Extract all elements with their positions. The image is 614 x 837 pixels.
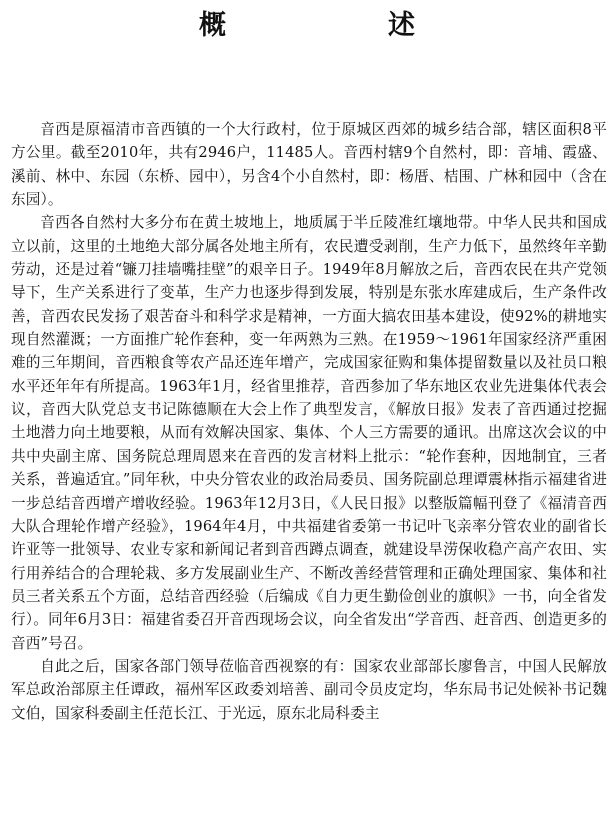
body-text xyxy=(11,118,607,725)
paragraph-overview: 音西是原福清市音西镇的一个大行政村，位于原城区西郊的城乡结合部，辖区面积8平方公里。截至2010年，共有2946户，11485人。音西村辖9个自然村，即：音埔、霞盛、溪前、林中、东园（东桥、园中），另含4个小自然村，即：杨厝、桔围、广林和园中（含在东园）。 xyxy=(11,121,607,209)
paragraph-history: 音西各自然村大多分布在黄土坡地上，地质属于半丘陵准红壤地带。中华人民共和国成立以前，这里的土地绝大部分属各处地主所有，农民遭受剥削，生产力低下，虽然终年辛勤劳动，还是过着“镰刀挂墙嘴挂壁”的艰辛日子。1949年8月解放之后，音西农民在共产党领导下，生产关系进行了变革，生产力也逐步得到发展，特别是东张水库建成后，生产条件改善，音西农民发扬了艰苦奋斗和科学求是精神，一方面大搞农田基本建设，使92%的耕地实现自然灌溉；一方面推广轮作套种，变一年两熟为三熟。在1959～1961年国家经济严重困难的三年期间，音西粮食等农产品还连年增产，完成国家征购和集体提留数量以及社员口粮水平还年年有所提高。1963年1月，经省里推荐，音西参加了华东地区农业先进集体代表会议，音西大队党总支书记陈德顺在大会上作了典型发言，《解放日报》发表了音西通过挖掘土地潜力向土地要粮，从而有效解决国家、集体、个人三方需要的通讯。出席这次会议的中共中央副主席、国务院总理周恩来在音西的发言材料上批示：“轮作套种，因地制宜，三者关系，普遍适宜。”同年秋，中央分管农业的政治局委员、国务院副总理谭震林指示福建省进一步总结音西增产增收经验。1963年12月3日，《人民日报》以整版篇幅刊登了《福清音西大队合理轮作增产经验》，1964年4月，中共福建省委第一书记叶飞亲率分管农业的副省长许亚等一批领导、农业专家和新闻记者到音西蹲点调查，就建设旱涝保收稳产高产农田、实行用养结合的合理轮栽、多方发展副业生产、不断改善经营管理和正确处理国家、集体和社员三者关系五个方面，总结音西经验（后编成《自力更生勤俭创业的旗帜》一书，向全省发行）。同年6月3日：福建省委召开音西现场会议，向全省发出“学音西、赶音西、创造更多的音西”号召。 xyxy=(11,214,607,652)
paragraph-visitors: 自此之后，国家各部门领导莅临音西视察的有：国家农业部部长廖鲁言，中国人民解放军总政治部原主任谭政，福州军区政委刘培善、副司令员皮定均，华东局书记处候补书记魏文伯，国家科委副主任范长江、于光远，原东北局科委主 xyxy=(11,657,607,722)
page-title: 概 述 xyxy=(199,10,451,41)
